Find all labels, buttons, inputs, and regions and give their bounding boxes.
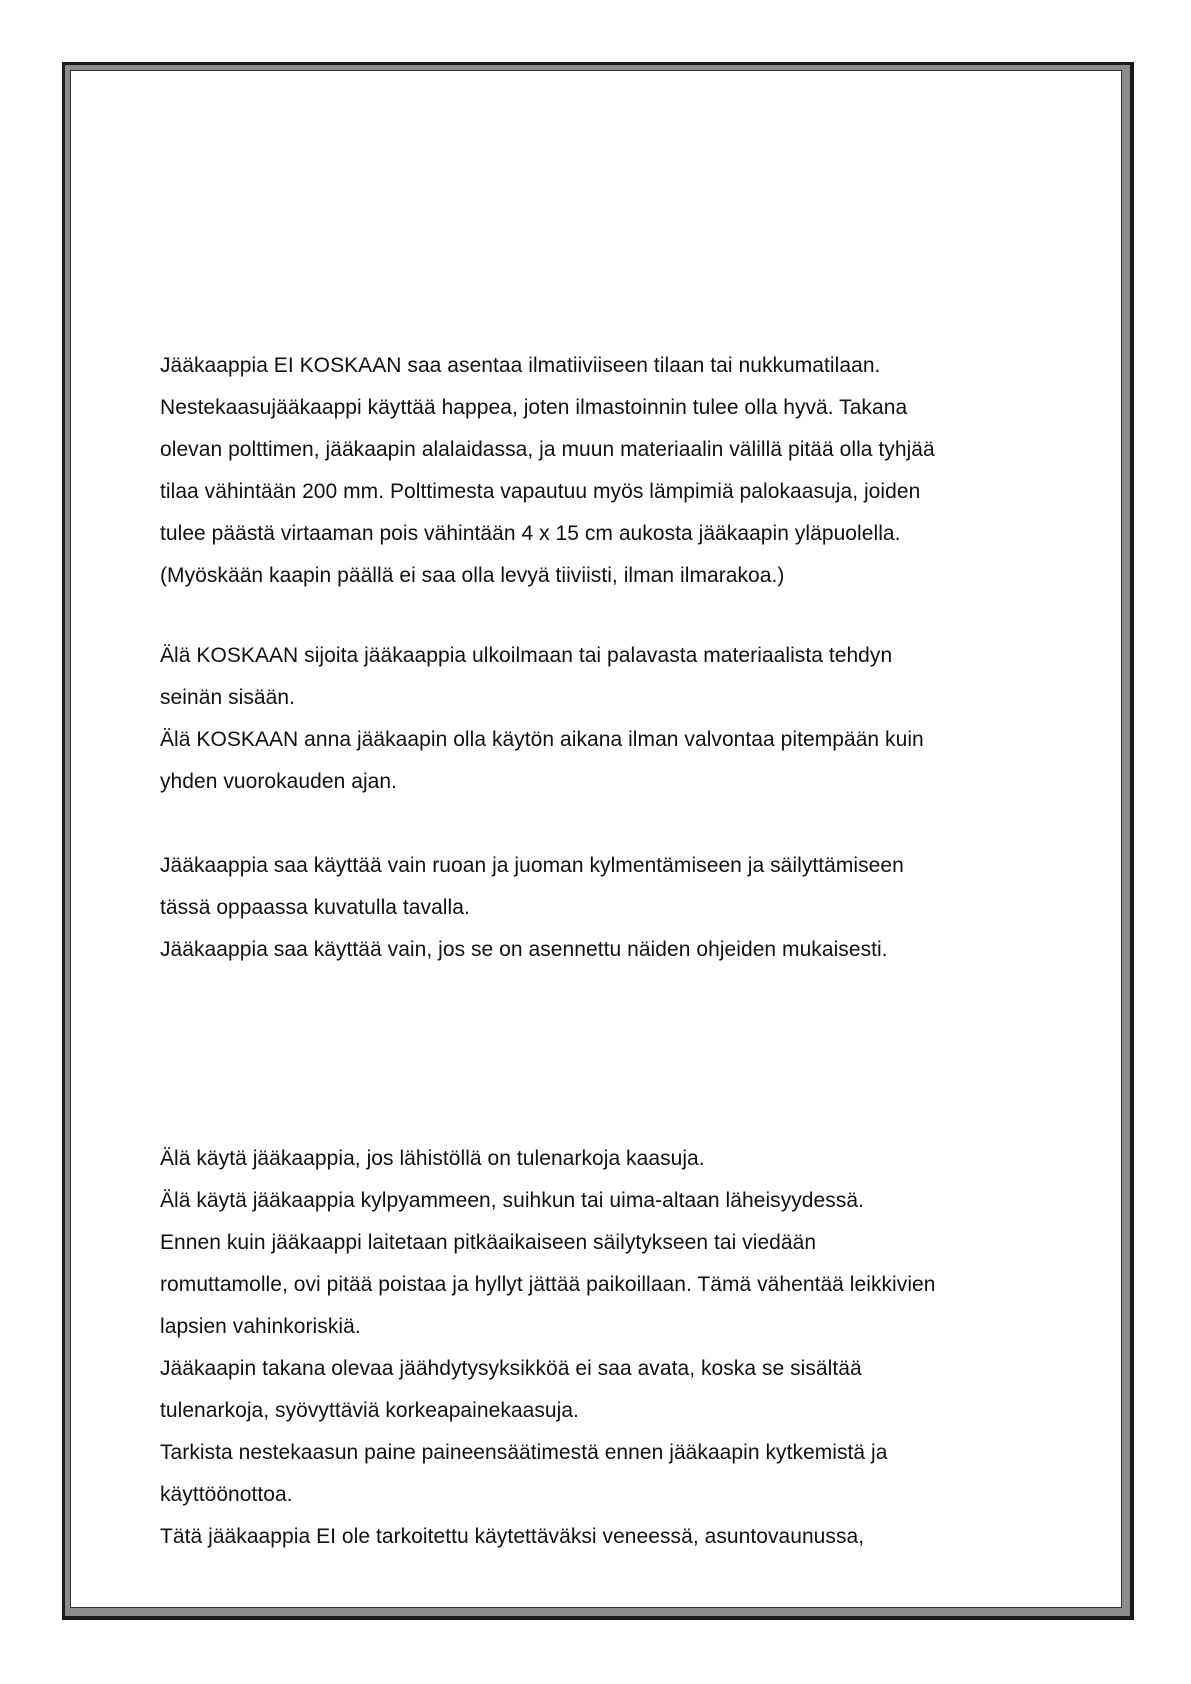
paragraph-installation-ventilation [160,345,1060,597]
text-line: käyttöönottoa. [160,1483,293,1506]
text-line: Nestekaasujääkaappi käyttää happea, joten ilmastoinnin tulee olla hyvä. Takana [160,396,908,419]
text-line: Älä KOSKAAN anna jääkaapin olla käytön aikana ilman valvontaa pitempään kuin [160,728,924,751]
text-line: seinän sisään. [160,686,295,709]
text-line: tässä oppaassa kuvatulla tavalla. [160,896,470,919]
text-line: Jääkaapin takana olevaa jäähdytysyksikköä ei saa avata, koska se sisältää [160,1357,862,1380]
text-line: Jääkaappia saa käyttää vain ruoan ja juoman kylmentämiseen ja säilyttämiseen [160,854,904,877]
text-line: olevan polttimen, jääkaapin alalaidassa, ja muun materiaalin välillä pitää olla tyhjää [160,438,935,461]
text-line: Älä käytä jääkaappia kylpyammeen, suihkun tai uima-altaan läheisyydessä. [160,1189,864,1212]
text-line: tulenarkoja, syövyttäviä korkeapainekaasuja. [160,1399,579,1422]
text-line: Jääkaappia EI KOSKAAN saa asentaa ilmatiiviiseen tilaan tai nukkumatilaan. [160,354,881,377]
text-line: Älä KOSKAAN sijoita jääkaappia ulkoilmaan tai palavasta materiaalista tehdyn [160,644,893,667]
text-line: Jääkaappia saa käyttää vain, jos se on asennettu näiden ohjeiden mukaisesti. [160,938,888,961]
text-line: tilaa vähintään 200 mm. Polttimesta vapautuu myös lämpimiä palokaasuja, joiden [160,480,921,503]
text-line: lapsien vahinkoriskiä. [160,1315,361,1338]
text-line: Tätä jääkaappia EI ole tarkoitettu käytettäväksi veneessä, asuntovaunussa, [160,1525,865,1548]
text-line: Ennen kuin jääkaappi laitetaan pitkäaikaiseen säilytykseen tai viedään [160,1231,817,1254]
text-line: (Myöskään kaapin päällä ei saa olla levyä tiiviisti, ilman ilmarakoa.) [160,564,785,587]
text-line: yhden vuorokauden ajan. [160,770,397,793]
text-line: Älä käytä jääkaappia, jos lähistöllä on tulenarkoja kaasuja. [160,1147,705,1170]
paragraph-placement-warnings [160,635,1060,803]
text-line: romuttamolle, ovi pitää poistaa ja hyllyt jättää paikoillaan. Tämä vähentää leikkivien [160,1273,936,1296]
text-line: tulee päästä virtaaman pois vähintään 4 x 15 cm aukosta jääkaapin yläpuolella. [160,522,901,545]
paragraph-intended-use [160,845,1060,971]
paragraph-safety-warnings [160,1138,1060,1558]
text-line: Tarkista nestekaasun paine paineensäätimestä ennen jääkaapin kytkemistä ja [160,1441,888,1464]
